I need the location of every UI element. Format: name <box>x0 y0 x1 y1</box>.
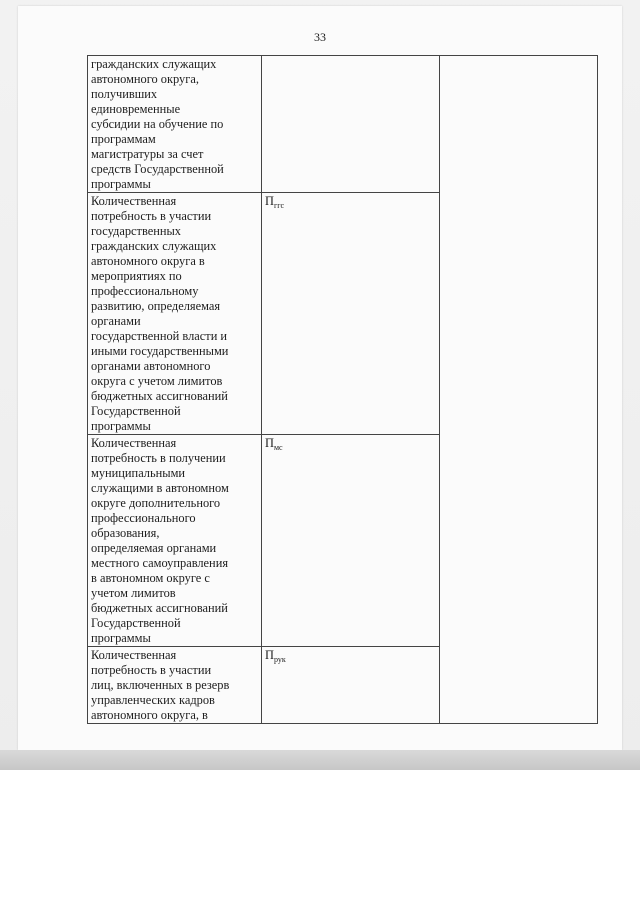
scan-bottom-edge <box>0 750 640 770</box>
table-row <box>88 56 598 193</box>
symbol-cell <box>262 647 440 724</box>
description-cell <box>88 435 262 647</box>
empty-column-cell <box>440 56 598 724</box>
symbol-subscript: ггс <box>273 201 285 210</box>
symbol-letter: П <box>265 194 274 208</box>
description-cell <box>88 193 262 435</box>
page-number: 33 <box>314 30 326 44</box>
description-cell <box>88 56 262 193</box>
symbol-letter: П <box>265 648 274 662</box>
symbol-cell <box>262 193 440 435</box>
symbol-cell <box>262 56 440 193</box>
symbol-subscript: рук <box>273 655 286 664</box>
indicator-table <box>87 55 598 724</box>
row-description: Количественная потребность в участии лиц, включенных в резерв управленческих кадров автономного округа, в <box>91 648 230 722</box>
symbol-letter: П <box>265 436 274 450</box>
row-description: Количественная потребность в участии государственных гражданских служащих автономного округа в мероприятиях по профессиональному развитию, определяемая органами государственной власти и иными государственными органами автономного округа с учетом лимитов бюджетных ассигнований Государственной программы <box>91 194 229 433</box>
description-cell <box>88 647 262 724</box>
row-description: гражданских служащих автономного округа, получивших единовременные субсидии на обучение по программам магистратуры за счет средств Государственной программы <box>91 57 224 191</box>
symbol-cell <box>262 435 440 647</box>
row-description: Количественная потребность в получении муниципальными служащими в автономном округе дополнительного профессионального образования, определяемая органами местного самоуправления в автономном округе с учетом лимитов бюджетных ассигнований Государственной программы <box>91 436 229 645</box>
symbol-subscript: мс <box>273 443 283 452</box>
